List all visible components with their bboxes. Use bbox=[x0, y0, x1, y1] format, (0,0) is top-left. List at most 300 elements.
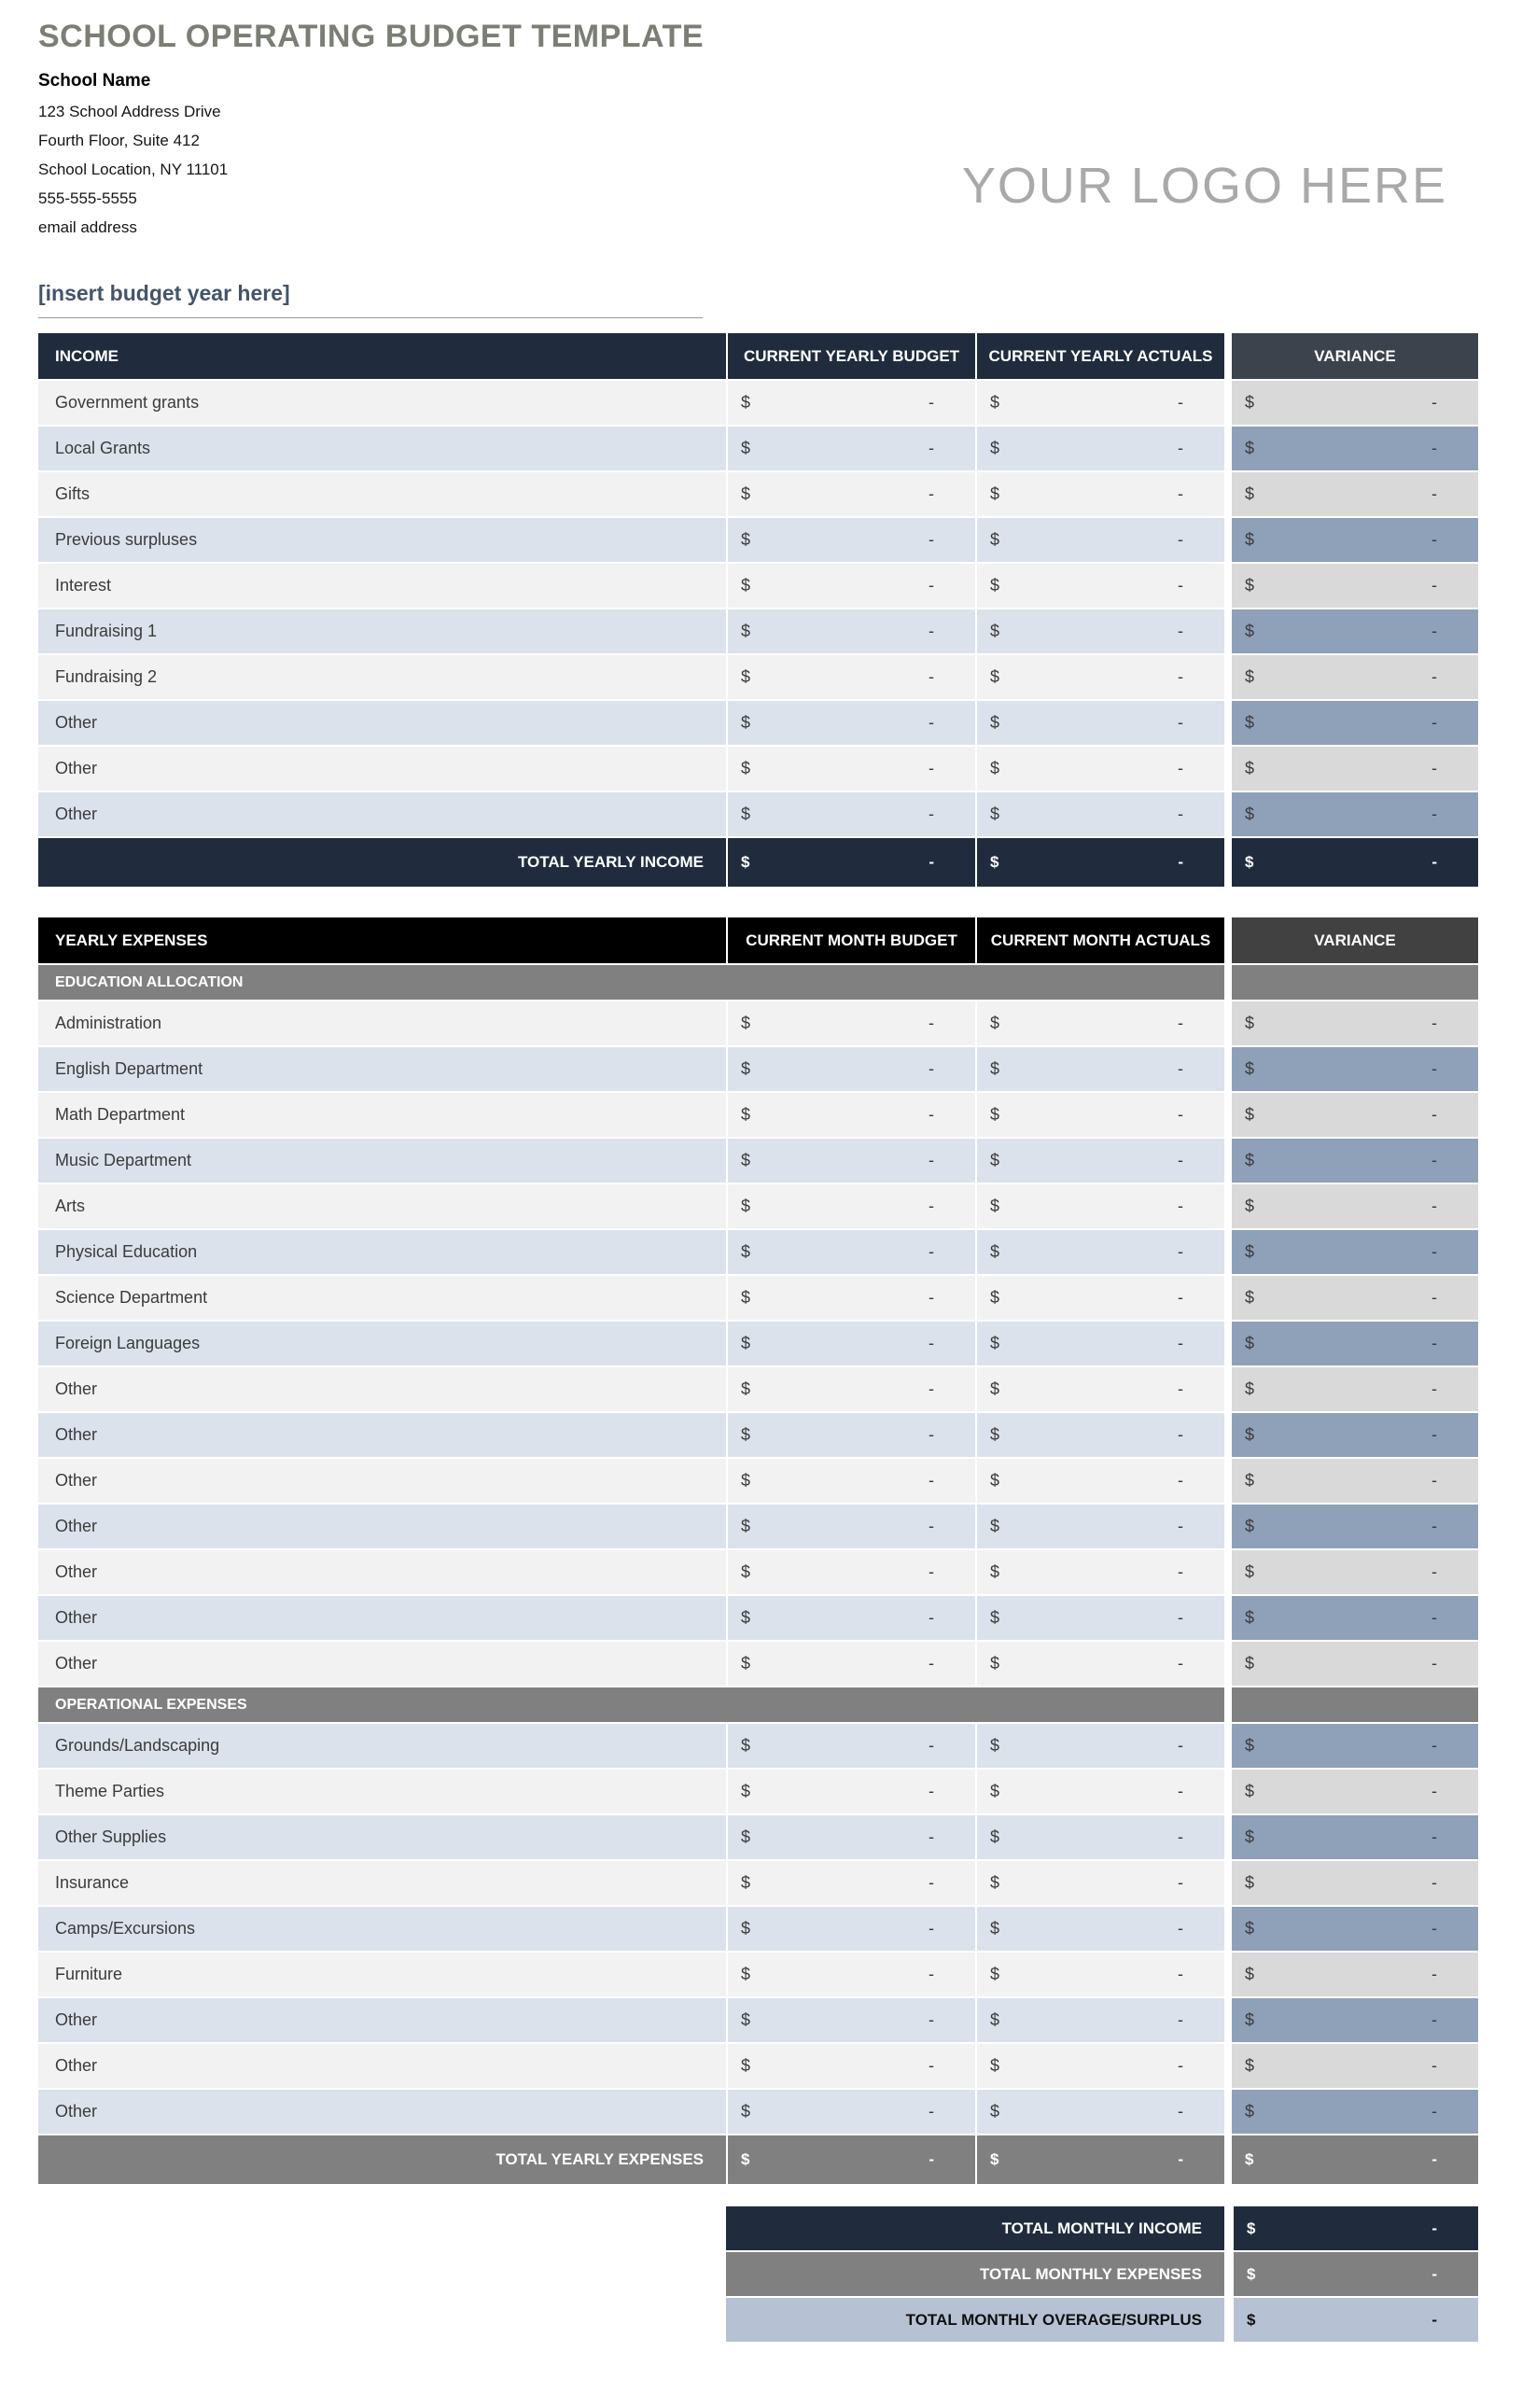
currency-symbol: $ bbox=[741, 1873, 751, 1892]
expense-label-cell[interactable]: Other bbox=[38, 2090, 726, 2134]
currency-symbol: $ bbox=[990, 1014, 1000, 1032]
currency-symbol: $ bbox=[990, 1059, 1000, 1078]
currency-symbol: $ bbox=[741, 1242, 751, 1261]
income-label-cell[interactable]: Gifts bbox=[38, 472, 726, 516]
income-budget-cell[interactable] bbox=[726, 655, 975, 699]
currency-symbol: $ bbox=[741, 1059, 751, 1078]
expense-actuals-cell[interactable] bbox=[975, 1367, 1224, 1411]
expense-actuals-cell[interactable] bbox=[975, 2090, 1224, 2134]
empty-value: - bbox=[929, 1288, 934, 1307]
currency-symbol: $ bbox=[1245, 1014, 1255, 1032]
column-gap bbox=[1224, 427, 1232, 470]
summary-row-overage-surplus bbox=[726, 2298, 1478, 2342]
expense-budget-cell[interactable] bbox=[726, 1998, 975, 2042]
expense-actuals-cell[interactable] bbox=[975, 1550, 1224, 1594]
expense-budget-cell[interactable] bbox=[726, 1505, 975, 1548]
empty-value: - bbox=[1431, 713, 1437, 732]
expense-budget-cell[interactable] bbox=[726, 1230, 975, 1274]
income-row bbox=[38, 609, 1479, 653]
school-name: School Name bbox=[38, 71, 151, 91]
income-budget-cell[interactable] bbox=[726, 381, 975, 425]
column-gap bbox=[1224, 1093, 1232, 1137]
income-total-actuals-cell[interactable] bbox=[975, 838, 1224, 887]
currency-symbol: $ bbox=[741, 1105, 751, 1124]
currency-symbol: $ bbox=[741, 1654, 751, 1673]
expense-budget-cell[interactable] bbox=[726, 1322, 975, 1365]
empty-value: - bbox=[1431, 2219, 1437, 2237]
expense-actuals-cell[interactable] bbox=[975, 1724, 1224, 1768]
income-table bbox=[38, 333, 1479, 887]
expense-budget-cell[interactable] bbox=[726, 1861, 975, 1905]
expense-row bbox=[38, 1724, 1479, 1768]
school-address-line: 123 School Address Drive bbox=[38, 103, 221, 120]
empty-value: - bbox=[929, 667, 934, 686]
expense-variance-cell[interactable] bbox=[1232, 1047, 1478, 1091]
expenses-total-variance-cell[interactable] bbox=[1232, 2135, 1478, 2184]
expense-variance-cell[interactable] bbox=[1232, 1093, 1478, 1137]
currency-symbol: $ bbox=[741, 713, 751, 732]
income-actuals-cell[interactable] bbox=[975, 747, 1224, 791]
currency-symbol: $ bbox=[990, 1873, 1000, 1892]
column-gap bbox=[1224, 2206, 1232, 2250]
currency-symbol: $ bbox=[1245, 439, 1255, 457]
empty-value: - bbox=[1431, 1965, 1437, 1983]
currency-symbol: $ bbox=[1245, 2056, 1255, 2075]
empty-value: - bbox=[929, 1425, 934, 1444]
column-gap bbox=[1224, 1139, 1232, 1183]
expense-variance-cell[interactable] bbox=[1232, 1861, 1478, 1905]
expense-actuals-cell[interactable] bbox=[975, 1001, 1224, 1045]
income-budget-cell[interactable] bbox=[726, 472, 975, 516]
expense-variance-cell[interactable] bbox=[1232, 1459, 1478, 1503]
income-actuals-cell[interactable] bbox=[975, 564, 1224, 608]
currency-symbol: $ bbox=[741, 1379, 751, 1398]
empty-value: - bbox=[1431, 1608, 1437, 1627]
currency-symbol: $ bbox=[1245, 1151, 1255, 1169]
column-gap bbox=[1224, 2044, 1232, 2088]
empty-value: - bbox=[929, 439, 934, 457]
expense-budget-cell[interactable] bbox=[726, 1047, 975, 1091]
empty-value: - bbox=[929, 1517, 934, 1535]
empty-value: - bbox=[1431, 667, 1437, 686]
expenses-total-budget-cell[interactable] bbox=[726, 2135, 975, 2184]
expense-actuals-cell[interactable] bbox=[975, 1596, 1224, 1640]
income-label-cell[interactable]: Other bbox=[38, 701, 726, 745]
empty-value: - bbox=[1178, 576, 1183, 595]
school-info bbox=[38, 68, 1522, 242]
empty-value: - bbox=[1178, 622, 1183, 640]
currency-symbol: $ bbox=[990, 713, 1000, 732]
expense-label-cell[interactable]: Insurance bbox=[38, 1861, 726, 1905]
income-variance-cell[interactable] bbox=[1232, 518, 1478, 562]
expense-variance-cell[interactable] bbox=[1232, 1815, 1478, 1859]
expense-variance-cell[interactable] bbox=[1232, 1505, 1478, 1548]
expense-variance-cell[interactable] bbox=[1232, 1642, 1478, 1686]
expense-budget-cell[interactable] bbox=[726, 1953, 975, 1996]
empty-value: - bbox=[1178, 1105, 1183, 1124]
expense-variance-cell[interactable] bbox=[1232, 1724, 1478, 1768]
expense-variance-cell[interactable] bbox=[1232, 1953, 1478, 1996]
expense-variance-cell[interactable] bbox=[1232, 1276, 1478, 1320]
expense-label-cell[interactable]: Other bbox=[38, 2044, 726, 2088]
income-budget-cell[interactable] bbox=[726, 792, 975, 836]
expense-row bbox=[38, 1093, 1479, 1137]
income-budget-cell[interactable] bbox=[726, 701, 975, 745]
income-label-cell[interactable]: Interest bbox=[38, 564, 726, 608]
income-actuals-cell[interactable] bbox=[975, 472, 1224, 516]
expense-actuals-cell[interactable] bbox=[975, 1139, 1224, 1183]
income-total-budget-cell[interactable] bbox=[726, 838, 975, 887]
empty-value: - bbox=[929, 1562, 934, 1581]
expense-variance-cell[interactable] bbox=[1232, 2044, 1478, 2088]
summary-income-value-cell[interactable] bbox=[1232, 2206, 1478, 2250]
empty-value: - bbox=[929, 1334, 934, 1352]
expense-section-variance-band bbox=[1232, 965, 1478, 1000]
expense-actuals-cell[interactable] bbox=[975, 1413, 1224, 1457]
expense-variance-cell[interactable] bbox=[1232, 1998, 1478, 2042]
currency-symbol: $ bbox=[741, 1608, 751, 1627]
expense-label-cell[interactable]: Camps/Excursions bbox=[38, 1907, 726, 1951]
expense-label-cell[interactable]: Foreign Languages bbox=[38, 1322, 726, 1365]
income-label-cell[interactable]: Other bbox=[38, 792, 726, 836]
income-total-variance-cell[interactable] bbox=[1232, 838, 1478, 887]
expense-label-cell[interactable]: Furniture bbox=[38, 1953, 726, 1996]
currency-symbol: $ bbox=[741, 1288, 751, 1307]
expense-row bbox=[38, 1953, 1479, 1996]
empty-value: - bbox=[1431, 1288, 1437, 1307]
income-label-cell[interactable]: Fundraising 1 bbox=[38, 609, 726, 653]
empty-value: - bbox=[929, 853, 934, 871]
empty-value: - bbox=[929, 1242, 934, 1261]
column-gap bbox=[1224, 1413, 1232, 1457]
expense-budget-cell[interactable] bbox=[726, 1459, 975, 1503]
expense-actuals-cell[interactable] bbox=[975, 1230, 1224, 1274]
expense-row bbox=[38, 1459, 1479, 1503]
currency-symbol: $ bbox=[741, 759, 751, 777]
expense-budget-cell[interactable] bbox=[726, 1642, 975, 1686]
income-budget-cell[interactable] bbox=[726, 564, 975, 608]
school-address-line: School Location, NY 11101 bbox=[38, 161, 229, 178]
expenses-header-row bbox=[38, 917, 1479, 963]
summary-expenses-value-cell[interactable] bbox=[1232, 2252, 1478, 2296]
currency-symbol: $ bbox=[1245, 1105, 1255, 1124]
expense-budget-cell[interactable] bbox=[726, 1139, 975, 1183]
expense-row bbox=[38, 1861, 1479, 1905]
expense-budget-cell[interactable] bbox=[726, 1093, 975, 1137]
expense-budget-cell[interactable] bbox=[726, 1596, 975, 1640]
expense-label-cell[interactable]: Theme Parties bbox=[38, 1770, 726, 1813]
expense-actuals-cell[interactable] bbox=[975, 1047, 1224, 1091]
expense-actuals-cell[interactable] bbox=[975, 1184, 1224, 1228]
school-address-line: 555-555-5555 bbox=[38, 189, 137, 207]
expense-variance-cell[interactable] bbox=[1232, 1367, 1478, 1411]
empty-value: - bbox=[1178, 1014, 1183, 1032]
expense-actuals-cell[interactable] bbox=[975, 1861, 1224, 1905]
expense-label-cell[interactable]: Grounds/Landscaping bbox=[38, 1724, 726, 1768]
expense-budget-cell[interactable] bbox=[726, 1184, 975, 1228]
expense-label-cell[interactable]: Science Department bbox=[38, 1276, 726, 1320]
currency-symbol: $ bbox=[741, 576, 751, 595]
currency-symbol: $ bbox=[990, 439, 1000, 457]
expense-label-cell[interactable]: Other bbox=[38, 1998, 726, 2042]
school-address-line: email address bbox=[38, 218, 137, 236]
currency-symbol: $ bbox=[1245, 484, 1255, 503]
currency-symbol: $ bbox=[1245, 1425, 1255, 1444]
currency-symbol: $ bbox=[1245, 1654, 1255, 1673]
currency-symbol: $ bbox=[1245, 1059, 1255, 1078]
school-address-line: Fourth Floor, Suite 412 bbox=[38, 132, 200, 149]
empty-value: - bbox=[1431, 759, 1437, 777]
expenses-actuals-header: CURRENT MONTH ACTUALS bbox=[975, 917, 1224, 963]
expense-actuals-cell[interactable] bbox=[975, 1998, 1224, 2042]
expense-label-cell[interactable]: English Department bbox=[38, 1047, 726, 1091]
expense-variance-cell[interactable] bbox=[1232, 1001, 1478, 1045]
currency-symbol: $ bbox=[741, 1782, 751, 1800]
income-variance-cell[interactable] bbox=[1232, 747, 1478, 791]
income-variance-cell[interactable] bbox=[1232, 427, 1478, 470]
income-variance-cell[interactable] bbox=[1232, 381, 1478, 425]
income-variance-cell[interactable] bbox=[1232, 792, 1478, 836]
empty-value: - bbox=[1178, 1471, 1183, 1490]
income-actuals-cell[interactable] bbox=[975, 792, 1224, 836]
income-actuals-cell[interactable] bbox=[975, 518, 1224, 562]
expense-row bbox=[38, 1642, 1479, 1686]
income-budget-cell[interactable] bbox=[726, 609, 975, 653]
income-actuals-cell[interactable] bbox=[975, 655, 1224, 699]
empty-value: - bbox=[1431, 484, 1437, 503]
income-budget-cell[interactable] bbox=[726, 518, 975, 562]
expense-variance-cell[interactable] bbox=[1232, 1596, 1478, 1640]
expense-label-cell[interactable]: Other Supplies bbox=[38, 1815, 726, 1859]
empty-value: - bbox=[929, 484, 934, 503]
expense-budget-cell[interactable] bbox=[726, 1907, 975, 1951]
empty-value: - bbox=[929, 530, 934, 549]
logo-placeholder[interactable]: YOUR LOGO HERE bbox=[961, 158, 1447, 214]
currency-symbol: $ bbox=[990, 759, 1000, 777]
empty-value: - bbox=[929, 1654, 934, 1673]
currency-symbol: $ bbox=[741, 1919, 751, 1938]
income-variance-cell[interactable] bbox=[1232, 701, 1478, 745]
income-label-cell[interactable]: Fundraising 2 bbox=[38, 655, 726, 699]
currency-symbol: $ bbox=[990, 1919, 1000, 1938]
expenses-total-label: TOTAL YEARLY EXPENSES bbox=[38, 2135, 726, 2184]
expense-actuals-cell[interactable] bbox=[975, 1907, 1224, 1951]
expense-actuals-cell[interactable] bbox=[975, 1093, 1224, 1137]
currency-symbol: $ bbox=[1245, 1334, 1255, 1352]
column-gap bbox=[1224, 1322, 1232, 1365]
expense-variance-cell[interactable] bbox=[1232, 1907, 1478, 1951]
expense-actuals-cell[interactable] bbox=[975, 1505, 1224, 1548]
empty-value: - bbox=[1178, 1654, 1183, 1673]
currency-symbol: $ bbox=[990, 853, 999, 871]
income-actuals-cell[interactable] bbox=[975, 609, 1224, 653]
expense-label-cell[interactable]: Other bbox=[38, 1596, 726, 1640]
expense-actuals-cell[interactable] bbox=[975, 1815, 1224, 1859]
empty-value: - bbox=[1178, 439, 1183, 457]
currency-symbol: $ bbox=[990, 1105, 1000, 1124]
expense-actuals-cell[interactable] bbox=[975, 1770, 1224, 1813]
empty-value: - bbox=[1178, 1242, 1183, 1261]
empty-value: - bbox=[1178, 2010, 1183, 2029]
expense-variance-cell[interactable] bbox=[1232, 1139, 1478, 1183]
expense-variance-cell[interactable] bbox=[1232, 1770, 1478, 1813]
income-label-cell[interactable]: Local Grants bbox=[38, 427, 726, 470]
currency-symbol: $ bbox=[741, 393, 751, 412]
column-gap bbox=[1224, 747, 1232, 791]
income-budget-cell[interactable] bbox=[726, 747, 975, 791]
income-label-cell[interactable]: Government grants bbox=[38, 381, 726, 425]
empty-value: - bbox=[1431, 1334, 1437, 1352]
expense-row bbox=[38, 1001, 1479, 1045]
empty-value: - bbox=[929, 759, 934, 777]
currency-symbol: $ bbox=[990, 1151, 1000, 1169]
column-gap bbox=[1224, 965, 1232, 1000]
expense-actuals-cell[interactable] bbox=[975, 1276, 1224, 1320]
income-variance-cell[interactable] bbox=[1232, 655, 1478, 699]
income-variance-cell[interactable] bbox=[1232, 609, 1478, 653]
empty-value: - bbox=[1178, 1919, 1183, 1938]
expense-budget-cell[interactable] bbox=[726, 1550, 975, 1594]
column-gap bbox=[1224, 1367, 1232, 1411]
expense-label-cell[interactable]: Other bbox=[38, 1505, 726, 1548]
expense-variance-cell[interactable] bbox=[1232, 1550, 1478, 1594]
expense-label-cell[interactable]: Other bbox=[38, 1642, 726, 1686]
currency-symbol: $ bbox=[1245, 667, 1255, 686]
empty-value: - bbox=[1431, 1425, 1437, 1444]
currency-symbol: $ bbox=[990, 1288, 1000, 1307]
expense-row bbox=[38, 2044, 1479, 2088]
currency-symbol: $ bbox=[1245, 393, 1255, 412]
expense-budget-cell[interactable] bbox=[726, 2044, 975, 2088]
currency-symbol: $ bbox=[1245, 2010, 1255, 2029]
expenses-total-row bbox=[38, 2135, 1479, 2184]
currency-symbol: $ bbox=[741, 484, 751, 503]
empty-value: - bbox=[1178, 713, 1183, 732]
empty-value: - bbox=[929, 1059, 934, 1078]
expense-actuals-cell[interactable] bbox=[975, 1642, 1224, 1686]
currency-symbol: $ bbox=[990, 484, 1000, 503]
currency-symbol: $ bbox=[1245, 530, 1255, 549]
column-gap bbox=[1224, 2090, 1232, 2134]
summary-overage-value-cell[interactable] bbox=[1232, 2298, 1478, 2342]
expense-label-cell[interactable]: Math Department bbox=[38, 1093, 726, 1137]
currency-symbol: $ bbox=[1245, 1827, 1255, 1846]
currency-symbol: $ bbox=[741, 1151, 751, 1169]
currency-symbol: $ bbox=[741, 1517, 751, 1535]
expense-label-cell[interactable]: Administration bbox=[38, 1001, 726, 1045]
expense-budget-cell[interactable] bbox=[726, 2090, 975, 2134]
expense-variance-cell[interactable] bbox=[1232, 2090, 1478, 2134]
expense-label-cell[interactable]: Other bbox=[38, 1459, 726, 1503]
income-variance-cell[interactable] bbox=[1232, 564, 1478, 608]
expense-label-cell[interactable]: Physical Education bbox=[38, 1230, 726, 1274]
expense-actuals-cell[interactable] bbox=[975, 1322, 1224, 1365]
expense-budget-cell[interactable] bbox=[726, 1367, 975, 1411]
expense-actuals-cell[interactable] bbox=[975, 1953, 1224, 1996]
income-row bbox=[38, 381, 1479, 425]
empty-value: - bbox=[1431, 805, 1437, 823]
currency-symbol: $ bbox=[990, 576, 1000, 595]
currency-symbol: $ bbox=[990, 2102, 1000, 2121]
currency-symbol: $ bbox=[741, 2010, 751, 2029]
income-label-cell[interactable]: Other bbox=[38, 747, 726, 791]
expenses-total-actuals-cell[interactable] bbox=[975, 2135, 1224, 2184]
expense-budget-cell[interactable] bbox=[726, 1276, 975, 1320]
currency-symbol: $ bbox=[741, 805, 751, 823]
income-budget-cell[interactable] bbox=[726, 427, 975, 470]
empty-value: - bbox=[929, 2010, 934, 2029]
column-gap bbox=[1224, 1770, 1232, 1813]
empty-value: - bbox=[1178, 1151, 1183, 1169]
currency-symbol: $ bbox=[741, 1736, 751, 1755]
column-gap bbox=[1224, 655, 1232, 699]
expense-variance-cell[interactable] bbox=[1232, 1322, 1478, 1365]
expense-budget-cell[interactable] bbox=[726, 1770, 975, 1813]
currency-symbol: $ bbox=[990, 667, 1000, 686]
expense-variance-cell[interactable] bbox=[1232, 1184, 1478, 1228]
column-gap bbox=[1224, 333, 1232, 379]
summary-row-expenses bbox=[726, 2252, 1478, 2296]
income-row bbox=[38, 564, 1479, 608]
expenses-table bbox=[38, 917, 1479, 2184]
expense-label-cell[interactable]: Other bbox=[38, 1413, 726, 1457]
expense-variance-cell[interactable] bbox=[1232, 1230, 1478, 1274]
empty-value: - bbox=[1431, 2056, 1437, 2075]
currency-symbol: $ bbox=[990, 622, 1000, 640]
expense-actuals-cell[interactable] bbox=[975, 1459, 1224, 1503]
expense-label-cell[interactable]: Other bbox=[38, 1367, 726, 1411]
expense-budget-cell[interactable] bbox=[726, 1413, 975, 1457]
empty-value: - bbox=[1178, 2150, 1183, 2168]
summary-expenses-label: TOTAL MONTHLY EXPENSES bbox=[726, 2252, 1224, 2296]
expense-actuals-cell[interactable] bbox=[975, 2044, 1224, 2088]
expense-budget-cell[interactable] bbox=[726, 1815, 975, 1859]
currency-symbol: $ bbox=[741, 530, 751, 549]
currency-symbol: $ bbox=[1245, 1919, 1255, 1938]
column-gap bbox=[1224, 2135, 1232, 2184]
expense-label-cell[interactable]: Arts bbox=[38, 1184, 726, 1228]
currency-symbol: $ bbox=[1245, 1471, 1255, 1490]
income-variance-cell[interactable] bbox=[1232, 472, 1478, 516]
expense-budget-cell[interactable] bbox=[726, 1724, 975, 1768]
currency-symbol: $ bbox=[1245, 759, 1255, 777]
expense-budget-cell[interactable] bbox=[726, 1001, 975, 1045]
empty-value: - bbox=[1178, 2102, 1183, 2121]
income-actuals-cell[interactable] bbox=[975, 701, 1224, 745]
empty-value: - bbox=[1431, 1654, 1437, 1673]
empty-value: - bbox=[929, 1471, 934, 1490]
expense-label-cell[interactable]: Other bbox=[38, 1550, 726, 1594]
currency-symbol: $ bbox=[990, 805, 1000, 823]
income-actuals-cell[interactable] bbox=[975, 427, 1224, 470]
column-gap bbox=[1224, 1550, 1232, 1594]
column-gap bbox=[1224, 1687, 1232, 1722]
budget-year-placeholder[interactable]: [insert budget year here] bbox=[38, 281, 290, 305]
empty-value: - bbox=[929, 1736, 934, 1755]
empty-value: - bbox=[1431, 853, 1437, 871]
expense-label-cell[interactable]: Music Department bbox=[38, 1139, 726, 1183]
currency-symbol: $ bbox=[990, 1782, 1000, 1800]
expense-section-variance-band bbox=[1232, 1687, 1478, 1722]
expense-row bbox=[38, 1139, 1479, 1183]
summary-row-income bbox=[726, 2206, 1478, 2250]
empty-value: - bbox=[1178, 1425, 1183, 1444]
expense-variance-cell[interactable] bbox=[1232, 1413, 1478, 1457]
income-label-cell[interactable]: Previous surpluses bbox=[38, 518, 726, 562]
currency-symbol: $ bbox=[990, 1736, 1000, 1755]
empty-value: - bbox=[1431, 2264, 1437, 2283]
income-actuals-cell[interactable] bbox=[975, 381, 1224, 425]
